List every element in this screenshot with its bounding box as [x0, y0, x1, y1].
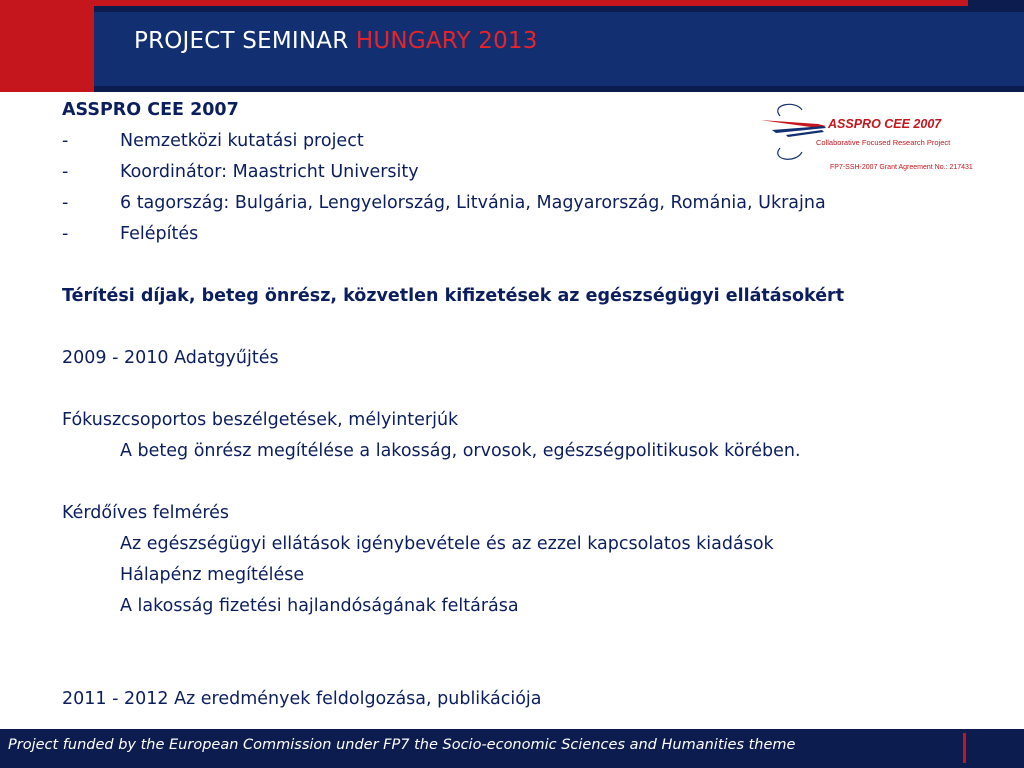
slide-content: [62, 95, 962, 715]
bullet-marker: -: [62, 224, 69, 244]
spacer: [62, 250, 962, 281]
bullet-item: [62, 157, 962, 188]
bullet-text: Koordinátor: Maastricht University: [120, 162, 419, 182]
section-heading: ASSPRO CEE 2007: [62, 100, 239, 120]
spacer: [62, 622, 962, 653]
footer-red-mark: [963, 733, 966, 763]
bullet-text: 6 tagország: Bulgária, Lengyelország, Litvánia, Magyarország, Románia, Ukrajna: [120, 193, 826, 213]
header-red-block: [0, 0, 94, 92]
bullet-marker: -: [62, 193, 69, 213]
logo-subtitle: Collaborative Focused Research Project: [816, 138, 951, 147]
footer-funding-text: Project funded by the European Commission under FP7 the Socio-economic Sciences and Humanities theme: [8, 737, 796, 753]
header-bottom-stripe: [94, 86, 1024, 92]
page-title: [134, 28, 538, 54]
spacer: [62, 374, 962, 405]
survey-title: Kérdőíves felmérés: [62, 503, 230, 523]
survey-item: A lakosság fizetési hajlandóságának feltárása: [120, 596, 519, 616]
bullet-text: Felépítés: [120, 224, 199, 244]
survey-item: Az egészségügyi ellátások igénybevétele és az ezzel kapcsolatos kiadások: [120, 534, 774, 554]
spacer: [62, 467, 962, 498]
logo-grant: FP7-SSH-2007 Grant Agreement No.: 217431: [830, 164, 973, 171]
spacer: [62, 653, 962, 684]
survey-item: Hálapénz megítélése: [120, 565, 305, 585]
results-period: 2011 - 2012 Az eredmények feldolgozása, publikációja: [62, 689, 542, 709]
bullet-text: Nemzetközi kutatási project: [120, 131, 364, 151]
footer-bar: [0, 729, 1024, 768]
bullet-item: [62, 188, 962, 219]
spacer: [62, 312, 962, 343]
focus-groups-item: A beteg önrész megítélése a lakosság, orvosok, egészségpolitikusok körében.: [120, 441, 801, 461]
title-accent: HUNGARY 2013: [355, 28, 538, 54]
title-main: PROJECT SEMINAR: [134, 28, 349, 54]
topic-heading: Térítési díjak, beteg önrész, közvetlen kifizetések az egészségügyi ellátásokért: [62, 286, 845, 306]
logo-name: ASSPRO CEE 2007: [828, 117, 942, 131]
bullet-marker: -: [62, 131, 69, 151]
bullet-marker: -: [62, 162, 69, 182]
bullet-item: [62, 219, 962, 250]
bullet-item: [62, 126, 962, 157]
focus-groups-title: Fókuszcsoportos beszélgetések, mélyinterjúk: [62, 410, 459, 430]
data-collection-period: 2009 - 2010 Adatgyűjtés: [62, 348, 279, 368]
